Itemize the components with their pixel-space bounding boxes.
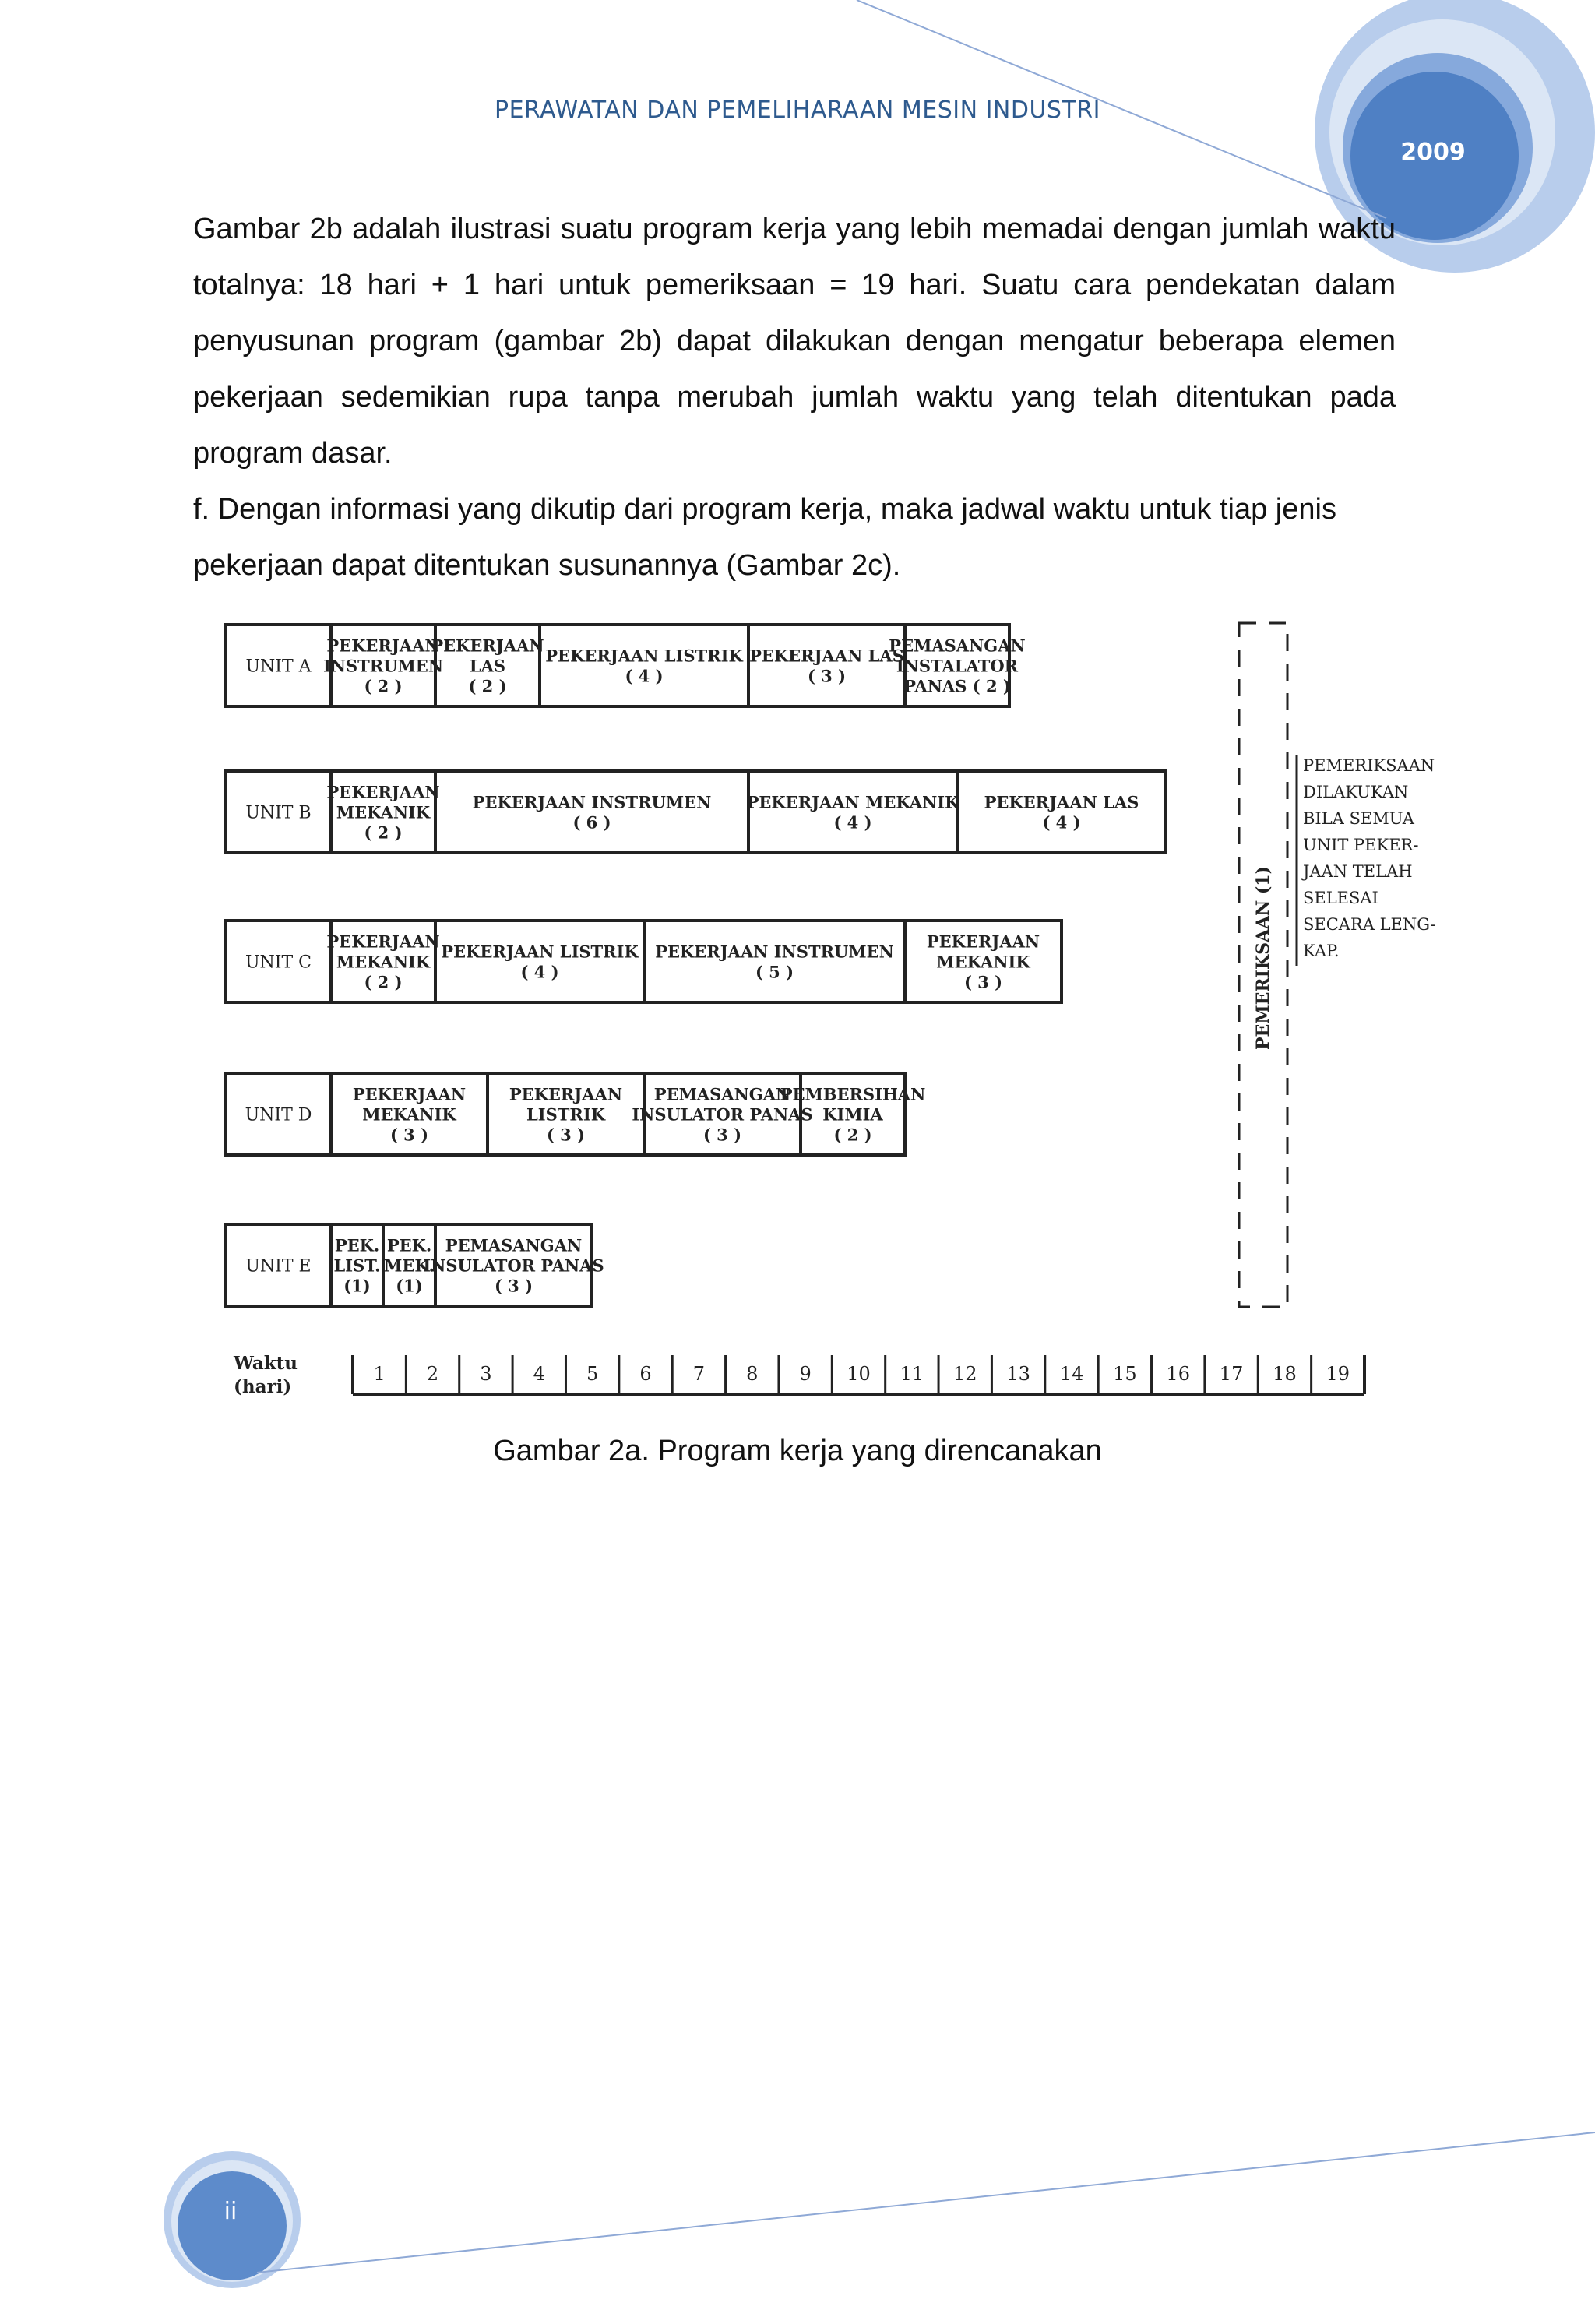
time-axis-tick-label: 4 bbox=[533, 1363, 545, 1385]
time-axis-tick-label: 9 bbox=[799, 1363, 812, 1385]
task-label: PEK. bbox=[386, 1235, 432, 1255]
task-label: PEKERJAAN bbox=[431, 636, 544, 656]
task-bar bbox=[644, 921, 905, 1002]
task-label: MEKANIK bbox=[936, 952, 1030, 972]
task-label: ( 2 ) bbox=[833, 1125, 872, 1145]
task-label: ( 2 ) bbox=[364, 972, 403, 992]
task-label: LIST. bbox=[333, 1255, 381, 1276]
unit-label: UNIT A bbox=[245, 657, 312, 677]
task-label: PEMBERSIHAN bbox=[780, 1084, 926, 1104]
task-label: ( 4 ) bbox=[625, 666, 664, 686]
task-label: ( 4 ) bbox=[1042, 812, 1081, 833]
task-label: PEMASANGAN bbox=[653, 1084, 791, 1104]
work-program-figure bbox=[218, 615, 1436, 1417]
task-label: ( 2 ) bbox=[364, 676, 403, 696]
task-label: PEKERJAAN MEKANIK bbox=[746, 792, 959, 812]
inspection-note-line: KAP. bbox=[1303, 942, 1340, 960]
body-paragraph-1 bbox=[193, 201, 1396, 481]
task-label: PEKERJAAN LISTRIK bbox=[441, 942, 639, 962]
unit-label: UNIT B bbox=[245, 803, 312, 823]
footer-circle-inner bbox=[178, 2171, 287, 2280]
inspection-note-line: SECARA LENG- bbox=[1303, 915, 1436, 934]
task-label: PEKERJAAN LAS bbox=[984, 792, 1139, 812]
page-number: ii bbox=[224, 2198, 238, 2225]
unit-label: UNIT D bbox=[245, 1105, 312, 1125]
task-label: INSTALATOR bbox=[896, 656, 1019, 676]
time-axis-title: (hari) bbox=[234, 1376, 292, 1397]
task-bar bbox=[540, 625, 748, 706]
inspection-note-line: UNIT PEKER- bbox=[1303, 836, 1419, 854]
task-label: PEMASANGAN bbox=[889, 636, 1026, 656]
task-label: PEKERJAAN bbox=[509, 1084, 623, 1104]
task-bar bbox=[435, 921, 644, 1002]
time-axis-tick-label: 16 bbox=[1166, 1363, 1190, 1385]
task-label: PEKERJAAN INSTRUMEN bbox=[472, 792, 712, 812]
inspection-note-line: PEMERIKSAAN bbox=[1303, 756, 1435, 775]
task-label: INSTRUMEN bbox=[322, 656, 444, 676]
figure-caption: Gambar 2a. Program kerja yang direncanakan bbox=[493, 1435, 1102, 1467]
task-label: PEKERJAAN INSTRUMEN bbox=[655, 942, 894, 962]
body-paragraph-2 bbox=[193, 481, 1396, 593]
time-axis-tick-label: 10 bbox=[847, 1363, 871, 1385]
time-axis-tick-label: 11 bbox=[900, 1363, 924, 1385]
task-bar bbox=[435, 771, 748, 853]
task-bar bbox=[748, 771, 957, 853]
task-label: ( 6 ) bbox=[572, 812, 611, 833]
time-axis-tick-label: 1 bbox=[373, 1363, 386, 1385]
task-label: ( 5 ) bbox=[755, 962, 794, 982]
task-label: PEKERJAAN bbox=[352, 1084, 467, 1104]
time-axis-tick-label: 17 bbox=[1219, 1363, 1244, 1385]
task-label: PEK. bbox=[334, 1235, 380, 1255]
task-label: INSULATOR PANAS bbox=[423, 1255, 604, 1276]
task-label: INSULATOR PANAS bbox=[632, 1104, 813, 1125]
task-label: KIMIA bbox=[822, 1104, 883, 1125]
task-label: ( 2 ) bbox=[468, 676, 507, 696]
running-header-title: PERAWATAN DAN PEMELIHARAAN MESIN INDUSTRI bbox=[495, 97, 1100, 124]
time-axis-tick-label: 12 bbox=[952, 1363, 977, 1385]
task-label: ( 3 ) bbox=[807, 666, 847, 686]
task-bar bbox=[957, 771, 1166, 853]
task-label: ( 2 ) bbox=[364, 822, 403, 843]
task-label: MEKANIK bbox=[362, 1104, 456, 1125]
task-label: ( 3 ) bbox=[963, 972, 1003, 992]
task-label: ( 3 ) bbox=[546, 1125, 586, 1145]
task-label: PANAS ( 2 ) bbox=[903, 676, 1011, 696]
inspection-label: PEMERIKSAAN (1) bbox=[1253, 865, 1273, 1051]
task-bar bbox=[748, 625, 905, 706]
footer-diagonal-line bbox=[257, 2132, 1595, 2273]
time-axis-tick-label: 19 bbox=[1326, 1363, 1350, 1385]
task-label: PEMASANGAN bbox=[445, 1235, 583, 1255]
task-label: LISTRIK bbox=[526, 1104, 605, 1125]
time-axis-tick-label: 5 bbox=[586, 1363, 599, 1385]
time-axis-tick-label: 13 bbox=[1006, 1363, 1030, 1385]
time-axis-tick-label: 2 bbox=[426, 1363, 439, 1385]
time-axis-tick-label: 14 bbox=[1059, 1363, 1084, 1385]
unit-label: UNIT E bbox=[245, 1256, 312, 1276]
task-label: ( 3 ) bbox=[702, 1125, 742, 1145]
task-label: PEKERJAAN bbox=[926, 931, 1040, 952]
task-label: (1) bbox=[343, 1276, 371, 1296]
task-label: PEKERJAAN LISTRIK bbox=[545, 646, 743, 666]
paragraph-text: f. Dengan informasi yang dikutip dari program kerja, maka jadwal waktu untuk tiap jenis pekerjaan dapat ditentukan susunannya (Gambar 2c). bbox=[193, 493, 1336, 582]
time-axis-title: Waktu bbox=[234, 1353, 298, 1374]
task-label: PEKERJAAN bbox=[326, 782, 440, 802]
task-label: PEKERJAAN bbox=[326, 636, 440, 656]
task-label: ( 3 ) bbox=[494, 1276, 533, 1296]
inspection-note-line: BILA SEMUA bbox=[1303, 809, 1414, 828]
inspection-note-line: JAAN TELAH bbox=[1303, 862, 1413, 881]
unit-label: UNIT C bbox=[245, 952, 312, 973]
task-label: PEKERJAAN bbox=[326, 931, 440, 952]
time-axis-tick-label: 8 bbox=[746, 1363, 759, 1385]
task-label: (1) bbox=[396, 1276, 423, 1296]
task-label: ( 4 ) bbox=[833, 812, 872, 833]
task-label: PEKERJAAN LAS bbox=[749, 646, 904, 666]
inspection-note-line: SELESAI bbox=[1303, 889, 1378, 907]
time-axis-tick-label: 15 bbox=[1113, 1363, 1137, 1385]
task-label: MEKANIK bbox=[336, 952, 431, 972]
inspection-note-line: DILAKUKAN bbox=[1303, 783, 1409, 801]
paragraph-text: Gambar 2b adalah ilustrasi suatu program kerja yang lebih memadai dengan jumlah waktu totalnya: 18 hari + 1 hari untuk pemeriksaan = 19 hari. Suatu cara pendekatan dalam penyusunan program (gambar 2b) dapat dilakukan dengan mengatur beberapa elemen pekerjaan sedemikian rupa tanpa merubah jumlah waktu yang telah ditentukan pada program dasar. bbox=[193, 213, 1396, 470]
task-label: MEKANIK bbox=[336, 802, 431, 822]
time-axis-tick-label: 6 bbox=[639, 1363, 652, 1385]
task-label: LAS bbox=[469, 656, 506, 676]
time-axis-tick-label: 3 bbox=[480, 1363, 492, 1385]
time-axis-tick-label: 7 bbox=[692, 1363, 706, 1385]
header-year-badge: 2009 bbox=[1400, 139, 1466, 166]
time-axis-tick-label: 18 bbox=[1273, 1363, 1297, 1385]
task-label: ( 3 ) bbox=[389, 1125, 429, 1145]
task-label: ( 4 ) bbox=[520, 962, 559, 982]
task-label: MEK. bbox=[384, 1255, 435, 1276]
